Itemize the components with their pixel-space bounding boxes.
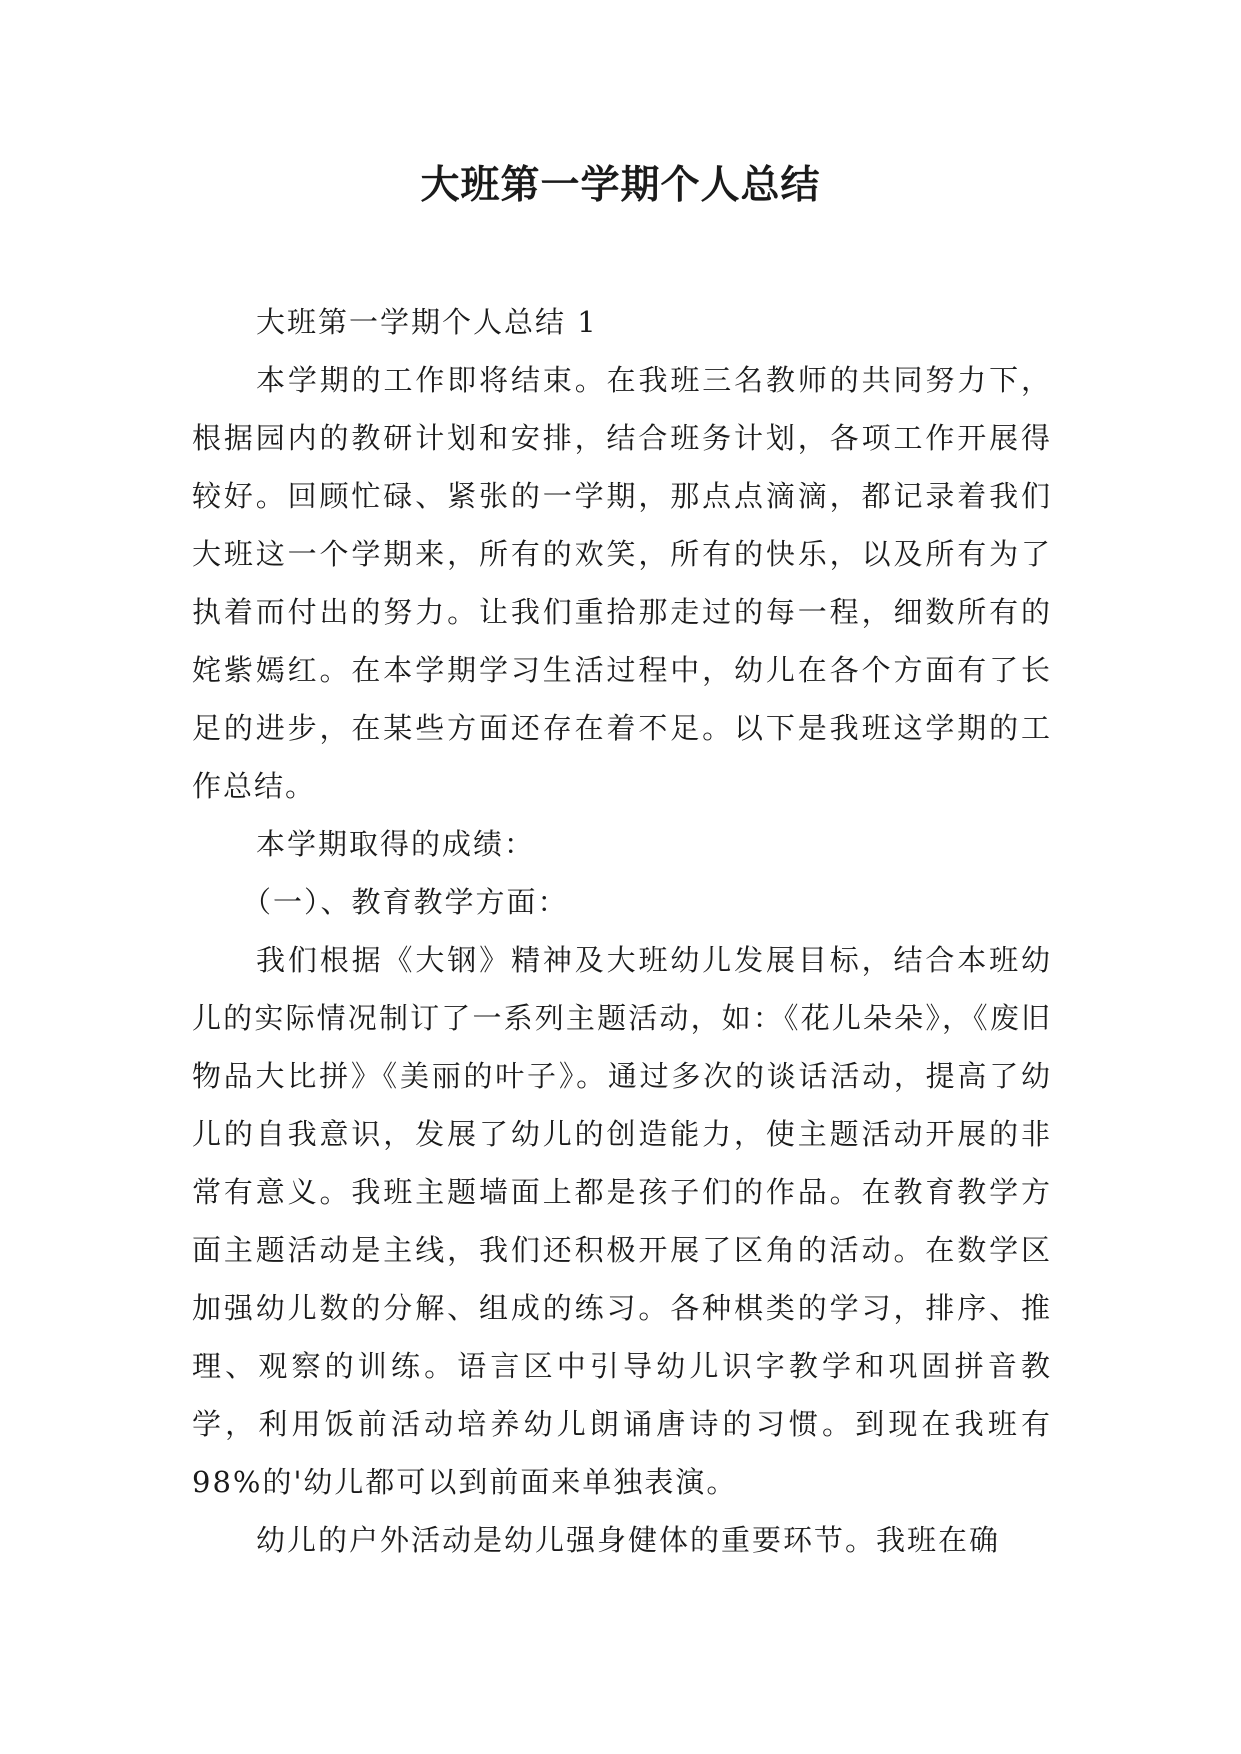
section-heading: 大班第一学期个人总结 1 bbox=[256, 305, 598, 339]
paragraph-education: 我们根据《大钢》精神及大班幼儿发展目标，结合本班幼儿的实际情况制订了一系列主题活动，如：《花儿朵朵》，《废旧物品大比拼》《美丽的叶子》。通过多次的谈话活动，提高了幼儿的自我意识，发展了幼儿的创造能力，使主题活动开展的非常有意义。我班主题墙面上都是孩子们的作品。在教育教学方面主题活动是主线，我们还积极开展了区角的活动。在数学区加强幼儿数的分解、组成的练习。各种棋类的学习，排序、推理、观察的训练。语言区中引导幼儿识字教学和巩固拼音教学，利用饭前活动培养幼儿朗诵唐诗的习惯。到现在我班有 98%的'幼儿都可以到前面来单独表演。 bbox=[192, 943, 1052, 1499]
paragraph-subsection-heading: （一）、教育教学方面： bbox=[242, 885, 569, 919]
paragraph-outdoor: 幼儿的户外活动是幼儿强身健体的重要环节。我班在确 bbox=[256, 1523, 1001, 1557]
paragraph-intro: 本学期的工作即将结束。在我班三名教师的共同努力下，根据园内的教研计划和安排，结合班务计划，各项工作开展得较好。回顾忙碌、紧张的一学期，那点点滴滴，都记录着我们大班这一个学期来，所有的欢笑，所有的快乐，以及所有为了执着而付出的努力。让我们重拾那走过的每一程，细数所有的姹紫嫣红。在本学期学习生活过程中，幼儿在各个方面有了长足的进步，在某些方面还存在着不足。以下是我班这学期的工作总结。 bbox=[192, 363, 1052, 803]
paragraph-achievements-heading: 本学期取得的成绩： bbox=[256, 827, 536, 861]
document-title: 大班第一学期个人总结 bbox=[420, 163, 821, 208]
document-body bbox=[192, 293, 1052, 1569]
